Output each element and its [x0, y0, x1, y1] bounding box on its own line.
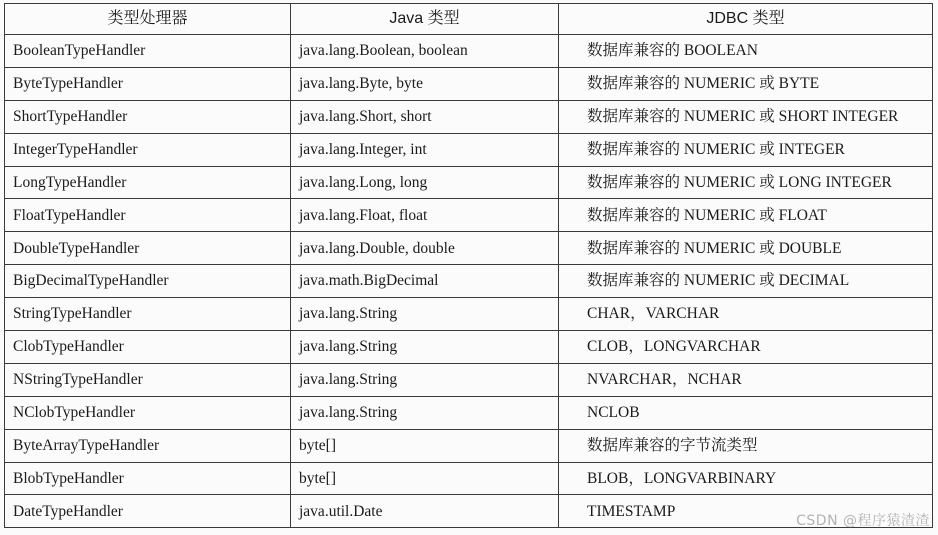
type-handler-cell: DoubleTypeHandler: [5, 232, 291, 265]
table-row: [5, 495, 933, 528]
type-handler-cell: NStringTypeHandler: [5, 363, 291, 396]
java-type-cell: java.lang.String: [291, 331, 559, 364]
table-row: [5, 199, 933, 232]
header-type-handler: 类型处理器: [5, 4, 291, 35]
jdbc-type-cell: 数据库兼容的 NUMERIC 或 DOUBLE: [559, 232, 933, 265]
java-type-cell: java.lang.String: [291, 396, 559, 429]
jdbc-type-cell: 数据库兼容的字节流类型: [559, 429, 933, 462]
jdbc-type-cell: BLOB，LONGVARBINARY: [559, 462, 933, 495]
jdbc-type-cell: TIMESTAMP: [559, 495, 933, 528]
java-type-cell: java.lang.String: [291, 363, 559, 396]
jdbc-type-cell: CHAR，VARCHAR: [559, 298, 933, 331]
java-type-cell: byte[]: [291, 462, 559, 495]
java-type-cell: java.lang.Long, long: [291, 166, 559, 199]
table-row: [5, 166, 933, 199]
table-row: [5, 363, 933, 396]
table-row: [5, 298, 933, 331]
type-handler-cell: ByteTypeHandler: [5, 67, 291, 100]
table-row: [5, 133, 933, 166]
table-body: [5, 35, 933, 528]
type-handler-cell: BigDecimalTypeHandler: [5, 265, 291, 298]
java-type-cell: java.lang.Float, float: [291, 199, 559, 232]
table-row: [5, 67, 933, 100]
java-type-cell: java.util.Date: [291, 495, 559, 528]
type-handler-cell: NClobTypeHandler: [5, 396, 291, 429]
type-handler-cell: StringTypeHandler: [5, 298, 291, 331]
jdbc-type-cell: 数据库兼容的 NUMERIC 或 SHORT INTEGER: [559, 100, 933, 133]
java-type-cell: java.lang.Double, double: [291, 232, 559, 265]
table-row: [5, 35, 933, 68]
type-handler-cell: DateTypeHandler: [5, 495, 291, 528]
jdbc-type-cell: 数据库兼容的 NUMERIC 或 LONG INTEGER: [559, 166, 933, 199]
table-row: [5, 100, 933, 133]
jdbc-type-cell: 数据库兼容的 NUMERIC 或 FLOAT: [559, 199, 933, 232]
java-type-cell: java.lang.Boolean, boolean: [291, 35, 559, 68]
jdbc-type-cell: CLOB，LONGVARCHAR: [559, 331, 933, 364]
type-handler-table: [4, 3, 933, 528]
header-java-type: Java 类型: [291, 4, 559, 35]
table-row: [5, 462, 933, 495]
type-handler-cell: BooleanTypeHandler: [5, 35, 291, 68]
header-jdbc-type: JDBC 类型: [559, 4, 933, 35]
java-type-cell: java.lang.Short, short: [291, 100, 559, 133]
watermark: CSDN @程序猿渣渣: [796, 513, 930, 529]
table-row: [5, 232, 933, 265]
table-row: [5, 396, 933, 429]
jdbc-type-cell: 数据库兼容的 NUMERIC 或 BYTE: [559, 67, 933, 100]
type-handler-cell: LongTypeHandler: [5, 166, 291, 199]
java-type-cell: java.math.BigDecimal: [291, 265, 559, 298]
java-type-cell: java.lang.String: [291, 298, 559, 331]
type-handler-cell: ClobTypeHandler: [5, 331, 291, 364]
java-type-cell: byte[]: [291, 429, 559, 462]
jdbc-type-cell: 数据库兼容的 NUMERIC 或 DECIMAL: [559, 265, 933, 298]
jdbc-type-cell: 数据库兼容的 BOOLEAN: [559, 35, 933, 68]
jdbc-type-cell: NVARCHAR，NCHAR: [559, 363, 933, 396]
jdbc-type-cell: 数据库兼容的 NUMERIC 或 INTEGER: [559, 133, 933, 166]
jdbc-type-cell: NCLOB: [559, 396, 933, 429]
type-handler-cell: IntegerTypeHandler: [5, 133, 291, 166]
type-handler-cell: FloatTypeHandler: [5, 199, 291, 232]
header-row: [5, 4, 933, 35]
table-row: [5, 429, 933, 462]
type-handler-cell: ByteArrayTypeHandler: [5, 429, 291, 462]
java-type-cell: java.lang.Integer, int: [291, 133, 559, 166]
type-handler-cell: BlobTypeHandler: [5, 462, 291, 495]
table-row: [5, 331, 933, 364]
java-type-cell: java.lang.Byte, byte: [291, 67, 559, 100]
type-handler-cell: ShortTypeHandler: [5, 100, 291, 133]
table-row: [5, 265, 933, 298]
